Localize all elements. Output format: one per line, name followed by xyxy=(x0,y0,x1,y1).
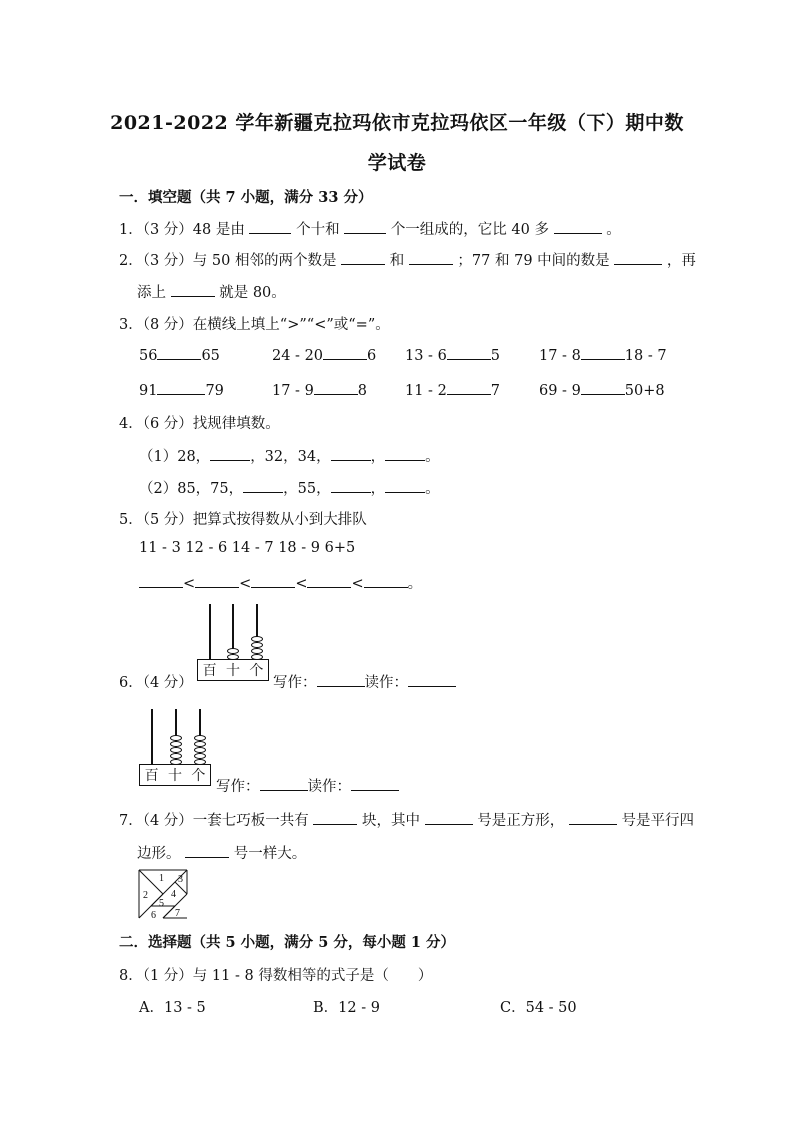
q3-right: 79 xyxy=(205,383,224,399)
q3-cell xyxy=(539,345,667,364)
option-b[interactable]: B．12 - 9 xyxy=(313,1000,380,1016)
q7-prefix: 7．（4 分）一套七巧板一共有 xyxy=(119,813,309,829)
q5-order-line xyxy=(139,572,422,593)
q6-write-blank[interactable] xyxy=(260,776,308,791)
hundreds-label: 百 xyxy=(202,663,217,679)
q1-mid2: 个一组成的，它比 40 多 xyxy=(390,222,549,238)
ones-label: 个 xyxy=(249,663,264,679)
tangram-edge xyxy=(163,906,175,918)
q3-right: 50+8 xyxy=(624,383,665,399)
q3-left: 24 - 20 xyxy=(272,348,324,364)
q7-blank-3[interactable] xyxy=(569,810,617,825)
tangram-piece-1: 1 xyxy=(159,873,164,884)
section-2-heading: 二．选择题（共 5 小题，满分 5 分，每小题 1 分） xyxy=(119,934,456,951)
tangram-piece-5: 5 xyxy=(159,898,164,909)
question-2 xyxy=(119,249,696,270)
section-1-heading: 一．填空题（共 7 小题，满分 33 分） xyxy=(119,189,373,206)
q3-blank[interactable] xyxy=(447,380,491,395)
q4-sub2-text-d: 。 xyxy=(425,481,440,497)
q1-blank-1[interactable] xyxy=(249,219,291,234)
question-5: 5．（5 分）把算式按得数从小到大排队 xyxy=(119,512,367,528)
exam-title-line1: 2021-2022 学年新疆克拉玛依市克拉玛依区一年级（下）期中数 xyxy=(110,112,684,134)
q4-blank[interactable] xyxy=(243,478,283,493)
q2-line2-prefix: 添上 xyxy=(137,285,166,301)
q7-line2-prefix: 边形。 xyxy=(137,846,181,862)
q6-read-label: 读作： xyxy=(364,675,408,691)
q4-sub-1 xyxy=(139,445,440,466)
hundreds-label: 百 xyxy=(144,768,159,784)
q1-blank-2[interactable] xyxy=(344,219,386,234)
q3-right: 6 xyxy=(367,348,377,364)
q4-sub-2 xyxy=(139,477,440,498)
q4-sub2-text-a: （2）85，75， xyxy=(139,481,244,497)
q4-blank[interactable] xyxy=(385,478,425,493)
q3-left: 17 - 8 xyxy=(539,348,581,364)
q2-mid2: ；77 和 79 中间的数是 xyxy=(457,253,610,269)
q3-cell xyxy=(139,380,224,399)
q4-blank[interactable] xyxy=(385,446,425,461)
q5-blank[interactable] xyxy=(364,573,408,588)
q6-write-label: 写作： xyxy=(216,779,260,795)
abacus-rod xyxy=(209,604,211,660)
q5-blank[interactable] xyxy=(251,573,295,588)
abacus-2 xyxy=(139,709,211,785)
q3-left: 91 xyxy=(139,383,158,399)
q7-blank-2[interactable] xyxy=(425,810,473,825)
q3-right: 7 xyxy=(490,383,501,399)
q3-cell xyxy=(272,345,376,364)
tangram-piece-2: 2 xyxy=(143,890,148,901)
q7-blank-1[interactable] xyxy=(313,810,357,825)
q6-answer-line-2 xyxy=(216,775,399,796)
q3-blank[interactable] xyxy=(447,345,491,360)
q4-blank[interactable] xyxy=(331,446,371,461)
tangram-piece-6: 6 xyxy=(151,910,156,920)
q2-end: ，再 xyxy=(666,253,696,269)
q1-blank-3[interactable] xyxy=(554,219,602,234)
q3-cell xyxy=(539,380,665,399)
q6-write-label: 写作： xyxy=(273,675,317,691)
q7-mid2: 号是正方形， xyxy=(477,813,565,829)
q4-blank[interactable] xyxy=(331,478,371,493)
q6-write-blank[interactable] xyxy=(317,672,365,687)
q4-blank[interactable] xyxy=(210,446,250,461)
question-3: 3．（8 分）在横线上填上“>”“<”或“=”。 xyxy=(119,317,390,333)
q3-blank[interactable] xyxy=(323,345,367,360)
tangram-piece-4: 4 xyxy=(171,889,176,900)
q7-line2-end: 号一样大。 xyxy=(233,846,307,862)
question-1 xyxy=(119,218,621,239)
q3-right: 65 xyxy=(201,348,220,364)
q3-right: 5 xyxy=(490,348,501,364)
q5-blank[interactable] xyxy=(139,573,183,588)
q2-blank-1[interactable] xyxy=(341,250,385,265)
q2-line2-end: 就是 80。 xyxy=(219,285,286,301)
q2-blank-2[interactable] xyxy=(409,250,453,265)
q3-left: 69 - 9 xyxy=(539,383,581,399)
tens-label: 十 xyxy=(167,768,182,784)
q1-mid1: 个十和 xyxy=(296,222,340,238)
q4-sub1-text-a: （1）28， xyxy=(139,449,211,465)
q4-sub2-text-b: ，55， xyxy=(283,481,331,497)
q3-blank[interactable] xyxy=(157,345,201,360)
less-than-sign: < xyxy=(295,576,308,592)
q3-cell xyxy=(405,345,500,364)
q3-cell xyxy=(139,345,220,364)
abacus-rod xyxy=(151,709,153,765)
q2-mid1: 和 xyxy=(389,253,405,269)
exam-title-line2: 学试卷 xyxy=(367,152,427,174)
question-6-label: 6．（4 分） xyxy=(119,675,193,691)
abacus-base xyxy=(197,659,269,681)
less-than-sign: < xyxy=(239,576,252,592)
q2-blank-4[interactable] xyxy=(171,282,215,297)
tens-label: 十 xyxy=(225,663,240,679)
q5-blank[interactable] xyxy=(195,573,239,588)
q3-cell xyxy=(272,380,367,399)
q2-blank-3[interactable] xyxy=(614,250,662,265)
q6-read-label: 读作： xyxy=(307,779,351,795)
q4-sub1-text-c: ， xyxy=(370,449,386,465)
q3-left: 17 - 9 xyxy=(272,383,314,399)
abacus-1 xyxy=(197,604,269,680)
question-8: 8．（1 分）与 11 - 8 得数相等的式子是（ ） xyxy=(119,968,433,984)
tangram-piece-7: 7 xyxy=(175,908,180,919)
q3-left: 56 xyxy=(139,348,158,364)
q3-blank[interactable] xyxy=(581,345,625,360)
q1-prefix: 1．（3 分）48 是由 xyxy=(119,222,245,238)
q6-answer-line-1 xyxy=(273,671,456,692)
q5-end: 。 xyxy=(407,576,423,592)
question-4: 4．（6 分）找规律填数。 xyxy=(119,416,280,432)
tangram-piece-3: 3 xyxy=(178,874,183,885)
question-2-line2 xyxy=(137,281,286,302)
q7-blank-4[interactable] xyxy=(185,843,229,858)
q7-mid1: 块，其中 xyxy=(362,813,421,829)
q3-cell xyxy=(405,380,500,399)
q5-blank[interactable] xyxy=(307,573,351,588)
q1-end: 。 xyxy=(606,222,621,238)
q6-read-blank[interactable] xyxy=(408,672,456,687)
ones-label: 个 xyxy=(191,768,206,784)
less-than-sign: < xyxy=(351,576,364,592)
q2-prefix: 2．（3 分）与 50 相邻的两个数是 xyxy=(119,253,337,269)
q5-expressions: 11 - 3 12 - 6 14 - 7 18 - 9 6+5 xyxy=(139,540,356,556)
question-7 xyxy=(119,809,694,830)
question-7-line2 xyxy=(137,842,306,863)
q4-sub1-text-d: 。 xyxy=(425,449,440,465)
q3-left: 13 - 6 xyxy=(405,348,447,364)
q3-right: 18 - 7 xyxy=(624,348,667,364)
option-a[interactable]: A．13 - 5 xyxy=(139,1000,206,1016)
q3-right: 8 xyxy=(357,383,368,399)
less-than-sign: < xyxy=(183,576,196,592)
q4-sub2-text-c: ， xyxy=(370,481,386,497)
q3-blank[interactable] xyxy=(581,380,625,395)
q6-read-blank[interactable] xyxy=(351,776,399,791)
q4-sub1-text-b: ，32，34， xyxy=(250,449,331,465)
q3-blank[interactable] xyxy=(157,380,205,395)
tangram-figure xyxy=(137,868,191,920)
q7-end: 号是平行四 xyxy=(621,813,694,829)
q3-left: 11 - 2 xyxy=(405,383,447,399)
q3-blank[interactable] xyxy=(314,380,358,395)
option-c[interactable]: C．54 - 50 xyxy=(500,1000,577,1016)
abacus-base xyxy=(139,764,211,786)
